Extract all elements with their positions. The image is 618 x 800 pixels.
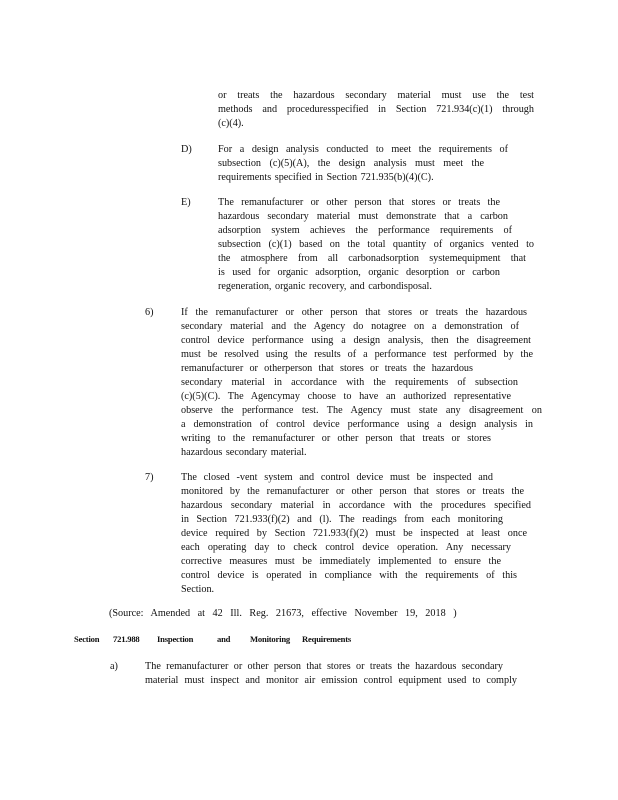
text-line: monitored by the remanufacturer or other person that stores or treats the [181,486,524,497]
continuation-paragraph [218,89,534,131]
text-line: The remanufacturer or other person that stores or treats the hazardous secondary [145,661,503,672]
item-a-label: a) [110,661,118,672]
text-line: (c)(4). [218,118,244,129]
heading-word: Inspection [157,634,194,644]
text-line: observe the performance test. The Agency must state any disagreement on [181,405,542,416]
text-line: the atmosphere from all carbonadsorption systemequipment that [218,253,526,264]
item-d-paragraph [218,143,508,185]
section-number: 721.988 [113,634,140,644]
source-text: (Source: Amended at 42 Ill. Reg. 21673, effective November 19, 2018 ) [109,608,457,619]
text-line: a demonstration of control device performance using a design analysis in [181,419,533,430]
item-6-label: 6) [145,307,154,318]
text-line: adsorption system achieves the performance requirements of [218,225,512,236]
heading-word: and [217,634,231,644]
item-e-label: E) [181,197,191,208]
item-e-paragraph [218,196,534,294]
text-line: remanufacturer or otherperson that stores or treats the hazardous [181,363,473,374]
text-line: writing to the remanufacturer or other person that treats or stores [181,433,491,444]
item-a-paragraph [145,660,517,688]
source-note [109,607,456,621]
text-line: control device is operated in compliance with the requirements of this [181,570,517,581]
text-line: must be resolved using the results of a performance test performed by the [181,349,533,360]
text-line: in Section 721.933(f)(2) and (l). The readings from each monitoring [181,514,503,525]
item-7-paragraph [181,471,531,597]
text-line: or treats the hazardous secondary material must use the test [218,90,534,101]
text-line: subsection (c)(5)(A), the design analysis must meet the [218,158,484,169]
item-d-label: D) [181,144,192,155]
text-line: For a design analysis conducted to meet the requirements of [218,144,508,155]
text-line: hazardous secondary material must demonstrate that a carbon [218,211,508,222]
text-line: corrective measures must be immediately implemented to ensure the [181,556,501,567]
text-line: methods and proceduresspecified in Section 721.934(c)(1) through [218,104,534,115]
text-line: secondary material and the Agency do notagree on a demonstration of [181,321,519,332]
text-line: Section. [181,584,215,595]
heading-word: Requirements [302,634,351,644]
text-line: material must inspect and monitor air emission control equipment used to comply [145,675,517,686]
text-line: is used for organic adsorption, organic desorption or carbon [218,267,500,278]
item-7-label: 7) [145,472,154,483]
text-line: control device performance using a design analysis, then the disagreement [181,335,531,346]
text-line: each operating day to check control device operation. Any necessary [181,542,511,553]
text-line: hazardous secondary material. [181,447,307,458]
text-line: The remanufacturer or other person that stores or treats the [218,197,500,208]
text-line: secondary material in accordance with the requirements of subsection [181,377,518,388]
text-line: hazardous secondary material in accordance with the procedures specified [181,500,531,511]
text-line: If the remanufacturer or other person that stores or treats the hazardous [181,307,527,318]
text-line: subsection (c)(1) based on the total quantity of organics vented to [218,239,534,250]
text-line: requirements specified in Section 721.935(b)(4)(C). [218,172,434,183]
text-line: The closed -vent system and control device must be inspected and [181,472,493,483]
text-line: device required by Section 721.933(f)(2) must be inspected at least once [181,528,527,539]
text-line: regeneration, organic recovery, and carbondisposal. [218,281,432,292]
section-word: Section [74,634,100,644]
item-6-paragraph [181,306,542,460]
text-line: (c)(5)(C). The Agencymay choose to have an authorized representative [181,391,511,402]
heading-word: Monitoring [250,634,291,644]
